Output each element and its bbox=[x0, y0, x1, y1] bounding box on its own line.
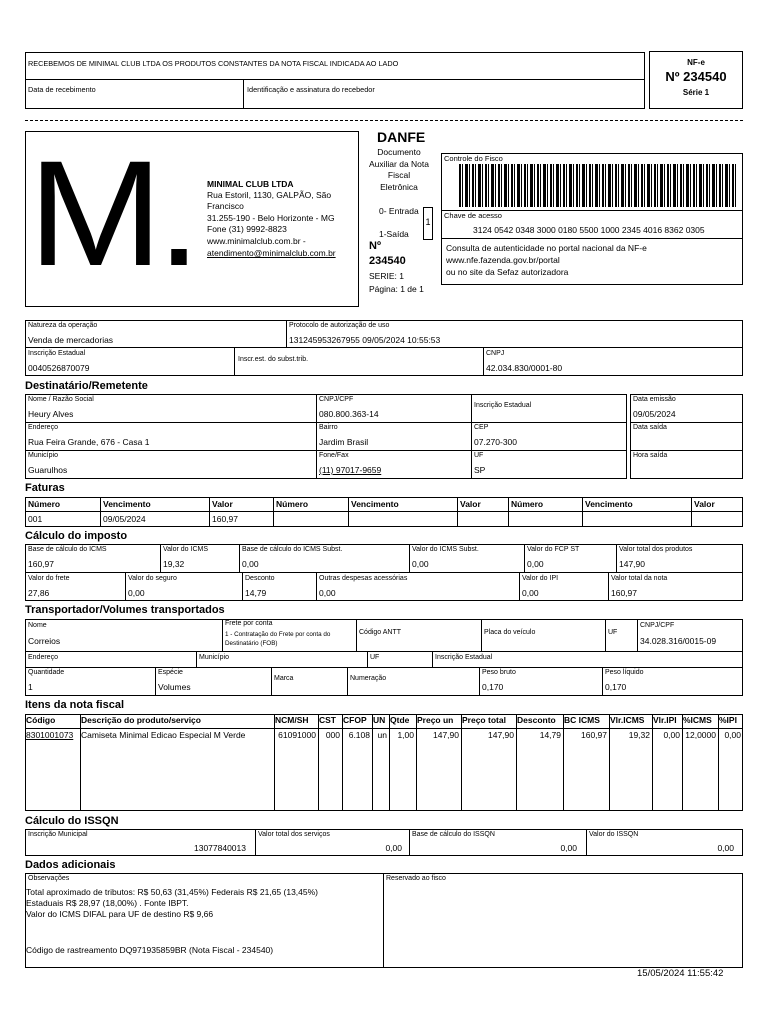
dest-v1 bbox=[316, 394, 317, 479]
seguro-label: Valor do seguro bbox=[128, 575, 177, 582]
iss-v1 bbox=[255, 829, 256, 856]
transp-uf-label: UF bbox=[608, 629, 618, 636]
barcode bbox=[459, 164, 736, 207]
fat-valor: 160,97 bbox=[212, 514, 238, 524]
dest-cep: 07.270-300 bbox=[474, 437, 518, 447]
operacao-divider bbox=[25, 347, 743, 348]
imp-v8 bbox=[316, 572, 317, 601]
v-st: 0,00 bbox=[412, 559, 429, 569]
consulta-portal[interactable]: www.nfe.fazenda.gov.br/portal bbox=[446, 255, 560, 265]
dest-bairro-label: Bairro bbox=[319, 424, 338, 431]
transp-qtd: 1 bbox=[28, 682, 33, 692]
transp-qtd-label: Quantidade bbox=[28, 669, 65, 676]
transp-municipio-label: Município bbox=[199, 654, 229, 661]
transp-numeracao-label: Numeração bbox=[350, 675, 387, 682]
transp-bruto: 0,170 bbox=[482, 682, 504, 692]
cnpj-label: CNPJ bbox=[486, 350, 505, 357]
emitente-email[interactable]: atendimento@minimalclub.com.br bbox=[207, 248, 336, 258]
canhoto-data-recebimento: Data de recebimento bbox=[28, 85, 96, 94]
dest-municipio-label: Município bbox=[28, 452, 58, 459]
fat-v3 bbox=[273, 497, 274, 527]
faturas-titulo: Faturas bbox=[25, 482, 65, 494]
itens-cell-preco-un: 147,90 bbox=[433, 730, 459, 740]
dest-h2 bbox=[25, 450, 627, 451]
itens-header-desconto: Desconto bbox=[517, 715, 556, 725]
seguro: 0,00 bbox=[128, 588, 145, 598]
issqn-im: 13077840013 bbox=[193, 843, 246, 853]
itens-cell-cfop: 6.108 bbox=[348, 730, 370, 740]
tr-v1 bbox=[222, 619, 223, 651]
iest-label: Inscr.est. do subst.trib. bbox=[238, 356, 309, 363]
tr-v11 bbox=[347, 667, 348, 696]
tr-v9 bbox=[155, 667, 156, 696]
imposto-titulo: Cálculo do imposto bbox=[25, 530, 128, 542]
dest-endereco-label: Endereço bbox=[28, 424, 58, 431]
itens-header-vlr-ipi: Vlr.IPI bbox=[653, 715, 677, 725]
dest-cpf: 080.800.363-14 bbox=[319, 409, 379, 419]
canhoto-divider bbox=[25, 79, 645, 80]
emitente-nome: MINIMAL CLUB LTDA bbox=[207, 179, 294, 189]
fat-v7 bbox=[582, 497, 583, 527]
itens-header-descricao: Descrição do produto/serviço bbox=[81, 715, 201, 725]
tr-v8 bbox=[432, 651, 433, 667]
obs-3: Valor do ICMS DIFAL para UF de destino R$ 9,66 bbox=[26, 909, 214, 919]
issqn-valor: 0,00 bbox=[717, 843, 734, 853]
desconto-label: Desconto bbox=[245, 575, 275, 582]
tr-v10 bbox=[271, 667, 272, 696]
fat-h-numero-2: Número bbox=[276, 499, 309, 509]
destinatario-titulo: Destinatário/Remetente bbox=[25, 380, 148, 392]
canhoto-numero: Nº 234540 bbox=[665, 69, 727, 84]
fisco-label: Reservado ao fisco bbox=[386, 875, 446, 882]
imp-v3 bbox=[409, 544, 410, 572]
tr-v7 bbox=[367, 651, 368, 667]
frete: 27,86 bbox=[28, 588, 50, 598]
transportador-titulo: Transportador/Volumes transportados bbox=[25, 604, 225, 616]
canhoto-serie: Série 1 bbox=[682, 88, 710, 97]
canhoto-declaracao: RECEBEMOS DE MINIMAL CLUB LTDA OS PRODUTOS CONSTANTES DA NOTA FISCAL INDICADA AO LADO bbox=[28, 59, 399, 68]
itens-cell-qtde: 1,00 bbox=[397, 730, 414, 740]
transp-uf2-label: UF bbox=[370, 654, 380, 661]
fat-v4 bbox=[348, 497, 349, 527]
transp-liquido: 0,170 bbox=[605, 682, 627, 692]
controle-divider-2 bbox=[441, 238, 743, 239]
itens-cell-pct-icms: 12,0000 bbox=[685, 730, 716, 740]
itens-titulo: Itens da nota fiscal bbox=[25, 699, 125, 711]
itens-cell-codigo[interactable]: 8301001073 bbox=[26, 730, 74, 740]
danfe-tipo: 1 bbox=[425, 217, 431, 227]
issqn-titulo: Cálculo do ISSQN bbox=[25, 815, 119, 827]
dest-fone-label: Fone/Fax bbox=[319, 452, 349, 459]
bc-icms-label: Base de cálculo do ICMS bbox=[28, 546, 107, 553]
v-st-label: Valor do ICMS Subst. bbox=[412, 546, 479, 553]
bc-st-label: Base de cálculo do ICMS Subst. bbox=[242, 546, 343, 553]
tr-v12 bbox=[479, 667, 480, 696]
imp-v4 bbox=[524, 544, 525, 572]
danfe-serie: SERIE: 1 bbox=[369, 271, 404, 281]
operacao-v2 bbox=[234, 347, 235, 376]
transp-endereco-label: Endereço bbox=[28, 654, 58, 661]
issqn-servicos: 0,00 bbox=[385, 843, 402, 853]
itens-cell-descricao: Camiseta Minimal Edicao Especial M Verde bbox=[81, 730, 246, 740]
danfe-pagina: Página: 1 de 1 bbox=[369, 284, 424, 294]
fcp: 0,00 bbox=[527, 559, 544, 569]
adic-v1 bbox=[383, 873, 384, 968]
fat-v8 bbox=[691, 497, 692, 527]
ie-label: Inscrição Estadual bbox=[28, 350, 86, 357]
dest-cep-label: CEP bbox=[474, 424, 489, 431]
transp-marca-label: Marca bbox=[274, 675, 294, 682]
transp-antt-label: Código ANTT bbox=[359, 629, 402, 636]
canhoto-identificacao: Identificação e assinatura do recebedor bbox=[247, 85, 375, 94]
transp-cnpj-label: CNPJ/CPF bbox=[640, 622, 675, 629]
imp-v5 bbox=[616, 544, 617, 572]
issqn-bc-label: Base de cálculo do ISSQN bbox=[412, 831, 495, 838]
dest-uf-label: UF bbox=[474, 452, 484, 459]
transp-cnpj: 34.028.316/0015-09 bbox=[640, 636, 717, 646]
transp-h1 bbox=[25, 651, 743, 652]
tr-v3 bbox=[481, 619, 482, 651]
ipi: 0,00 bbox=[522, 588, 539, 598]
fat-v2 bbox=[209, 497, 210, 527]
bc-st: 0,00 bbox=[242, 559, 259, 569]
v-nota-label: Valor total da nota bbox=[611, 575, 668, 582]
fat-h-numero-3: Número bbox=[511, 499, 544, 509]
fat-h-vencimento-2: Vencimento bbox=[351, 499, 399, 509]
iss-v3 bbox=[586, 829, 587, 856]
itens-cell-vlr-ipi: 0,00 bbox=[663, 730, 680, 740]
datas-box bbox=[630, 394, 743, 479]
obs-1: Total aproximado de tributos: R$ 50,63 (31,45%) Federais R$ 21,65 (13,45%) bbox=[26, 887, 318, 897]
dest-h1 bbox=[25, 422, 627, 423]
danfe-titulo: DANFE bbox=[377, 129, 426, 145]
dest-nome: Heury Alves bbox=[28, 409, 74, 419]
rodape-timestamp: 15/05/2024 11:55:42 bbox=[637, 968, 724, 979]
consulta-sefaz: ou no site da Sefaz autorizadora bbox=[446, 267, 569, 277]
transp-bruto-label: Peso bruto bbox=[482, 669, 516, 676]
itens-header-cst: CST bbox=[319, 715, 336, 725]
imp-v1 bbox=[160, 544, 161, 572]
emitente-endereco: Rua Estoril, 1130, GALPÃO, São Francisco bbox=[207, 190, 332, 211]
emitente-fone: Fone (31) 9992-8823 bbox=[207, 224, 287, 234]
fat-h-valor-1: Valor bbox=[212, 499, 233, 509]
transp-ie-label: Inscrição Estadual bbox=[435, 654, 493, 661]
itens-header-pct-ipi: %IPI bbox=[719, 715, 737, 725]
itens-cell-un: un bbox=[377, 730, 387, 740]
imp-v7 bbox=[242, 572, 243, 601]
transp-nome: Correios bbox=[28, 636, 61, 646]
controle-fisco-label: Controle do Fisco bbox=[444, 154, 503, 163]
transp-frete: 1 - Contratação do Frete por conta do Destinatário (FOB) bbox=[225, 631, 331, 647]
fat-h-valor-3: Valor bbox=[694, 499, 715, 509]
transp-liquido-label: Peso líquido bbox=[605, 669, 644, 676]
itens-header-bc-icms: BC ICMS bbox=[564, 715, 600, 725]
transp-frete-label: Frete por conta bbox=[225, 620, 273, 627]
faturas-h1 bbox=[25, 511, 743, 512]
dest-ie-label: Inscrição Estadual bbox=[474, 402, 532, 409]
ie-valor: 0040526870079 bbox=[28, 363, 90, 373]
hora-label: Hora saída bbox=[633, 452, 668, 459]
issqn-servicos-label: Valor total dos serviços bbox=[258, 831, 330, 838]
danfe-subtitulo: Documento Auxiliar da Nota Fiscal Eletrônica bbox=[369, 147, 430, 192]
emitente-site: www.minimalclub.com.br - bbox=[207, 236, 306, 246]
itens-header-pct-icms: %ICMS bbox=[683, 715, 712, 725]
dest-v2 bbox=[471, 394, 472, 479]
cut-line bbox=[25, 120, 743, 121]
outras: 0,00 bbox=[319, 588, 336, 598]
protocolo-valor: 131245953267955 09/05/2024 10:55:53 bbox=[289, 335, 441, 345]
natureza-valor: Venda de mercadorias bbox=[28, 335, 114, 345]
v-prod-label: Valor total dos produtos bbox=[619, 546, 693, 553]
transp-placa-label: Placa do veículo bbox=[484, 629, 536, 636]
chave-acesso: 3124 0542 0348 3000 0180 5500 1000 2345 4016 8362 0305 bbox=[473, 225, 705, 235]
fat-v1 bbox=[100, 497, 101, 527]
natureza-label: Natureza da operação bbox=[28, 322, 98, 329]
itens-header-cfop: CFOP bbox=[343, 715, 367, 725]
itens-cell-desconto: 14,79 bbox=[539, 730, 561, 740]
imp-v10 bbox=[608, 572, 609, 601]
imp-v9 bbox=[519, 572, 520, 601]
issqn-bc: 0,00 bbox=[560, 843, 577, 853]
frete-label: Valor do frete bbox=[28, 575, 70, 582]
fat-numero: 001 bbox=[28, 514, 43, 524]
issqn-im-label: Inscrição Municipal bbox=[28, 831, 88, 838]
protocolo-label: Protocolo de autorização de uso bbox=[289, 322, 390, 329]
itens-header-ncm: NCM/SH bbox=[275, 715, 309, 725]
fat-h-vencimento-3: Vencimento bbox=[585, 499, 633, 509]
tr-v13 bbox=[602, 667, 603, 696]
itens-cell-vlr-icms: 19,32 bbox=[628, 730, 650, 740]
itens-header-preco-un: Preço un bbox=[417, 715, 454, 725]
outras-label: Outras despesas acessórias bbox=[319, 575, 408, 582]
itens-header-preco-total: Preço total bbox=[462, 715, 506, 725]
itens-cell-pct-ipi: 0,00 bbox=[724, 730, 741, 740]
transp-h2 bbox=[25, 667, 743, 668]
imp-v2 bbox=[239, 544, 240, 572]
dest-cpf-label: CNPJ/CPF bbox=[319, 396, 354, 403]
fat-h-numero-1: Número bbox=[28, 499, 61, 509]
itens-cell-bc-icms: 160,97 bbox=[581, 730, 607, 740]
itens-header-un: UN bbox=[373, 715, 386, 725]
canhoto-vdivider bbox=[243, 79, 244, 109]
operacao-v1 bbox=[286, 320, 287, 347]
datas-h1 bbox=[630, 422, 743, 423]
v-nota: 160,97 bbox=[611, 588, 637, 598]
danfe-numero: 234540 bbox=[369, 255, 406, 267]
obs-label: Observações bbox=[28, 875, 70, 882]
transp-nome-label: Nome bbox=[28, 622, 47, 629]
fat-h-valor-2: Valor bbox=[460, 499, 481, 509]
dest-municipio: Guarulhos bbox=[28, 465, 68, 475]
saida-label: Data saída bbox=[633, 424, 667, 431]
tr-v4 bbox=[605, 619, 606, 651]
danfe-saida: 1-Saída bbox=[379, 229, 409, 239]
chave-label: Chave de acesso bbox=[444, 211, 502, 220]
ipi-label: Valor do IPI bbox=[522, 575, 559, 582]
itens-cell-preco-total: 147,90 bbox=[488, 730, 514, 740]
dest-uf: SP bbox=[474, 465, 486, 475]
fcp-label: Valor do FCP ST bbox=[527, 546, 580, 553]
emitente-cep-cidade: 31.255-190 - Belo Horizonte - MG bbox=[207, 213, 335, 223]
iss-v2 bbox=[409, 829, 410, 856]
desconto: 14,79 bbox=[245, 588, 267, 598]
emissao-label: Data emissão bbox=[633, 396, 676, 403]
danfe-numero-label: Nº bbox=[369, 240, 381, 252]
emitente-logo: M. bbox=[28, 129, 196, 297]
adicionais-titulo: Dados adicionais bbox=[25, 859, 116, 871]
imp-v6 bbox=[125, 572, 126, 601]
dest-nome-label: Nome / Razão Social bbox=[28, 396, 94, 403]
tr-v6 bbox=[196, 651, 197, 667]
cnpj-valor: 42.034.830/0001-80 bbox=[486, 363, 563, 373]
fat-vencimento: 09/05/2024 bbox=[103, 514, 146, 524]
datas-h2 bbox=[630, 450, 743, 451]
itens-cell-ncm: 61091000 bbox=[278, 730, 316, 740]
transp-especie: Volumes bbox=[158, 682, 191, 692]
transp-especie-label: Espécie bbox=[158, 669, 183, 676]
itens-cell-cst: 000 bbox=[325, 730, 340, 740]
itens-header-qtde: Qtde bbox=[390, 715, 410, 725]
dest-bairro: Jardim Brasil bbox=[319, 437, 369, 447]
dest-endereco: Rua Feira Grande, 676 - Casa 1 bbox=[28, 437, 150, 447]
obs-4: Código de rastreamento DQ971935859BR (Nota Fiscal - 234540) bbox=[26, 945, 274, 955]
v-icms: 19,32 bbox=[163, 559, 185, 569]
imposto-h1 bbox=[25, 572, 743, 573]
fat-h-vencimento-1: Vencimento bbox=[103, 499, 151, 509]
canhoto-nfe-label: NF-e bbox=[687, 58, 705, 67]
v-prod: 147,90 bbox=[619, 559, 645, 569]
consulta-texto: Consulta de autenticidade no portal nacional da NF-e bbox=[446, 243, 647, 253]
tr-v2 bbox=[356, 619, 357, 651]
operacao-v3 bbox=[483, 347, 484, 376]
emissao-valor: 09/05/2024 bbox=[633, 409, 676, 419]
bc-icms: 160,97 bbox=[28, 559, 54, 569]
fat-v5 bbox=[457, 497, 458, 527]
issqn-valor-label: Valor do ISSQN bbox=[589, 831, 639, 838]
tr-v5 bbox=[637, 619, 638, 651]
danfe-entrada: 0- Entrada bbox=[379, 206, 419, 216]
fat-v6 bbox=[508, 497, 509, 527]
v-icms-label: Valor do ICMS bbox=[163, 546, 208, 553]
dest-fone[interactable]: (11) 97017-9659 bbox=[319, 465, 382, 475]
itens-header-vlr-icms: Vlr.ICMS bbox=[610, 715, 645, 725]
obs-2: Estaduais R$ 28,97 (18,00%) . Fonte IBPT. bbox=[26, 898, 189, 908]
itens-header-codigo: Código bbox=[26, 715, 56, 725]
